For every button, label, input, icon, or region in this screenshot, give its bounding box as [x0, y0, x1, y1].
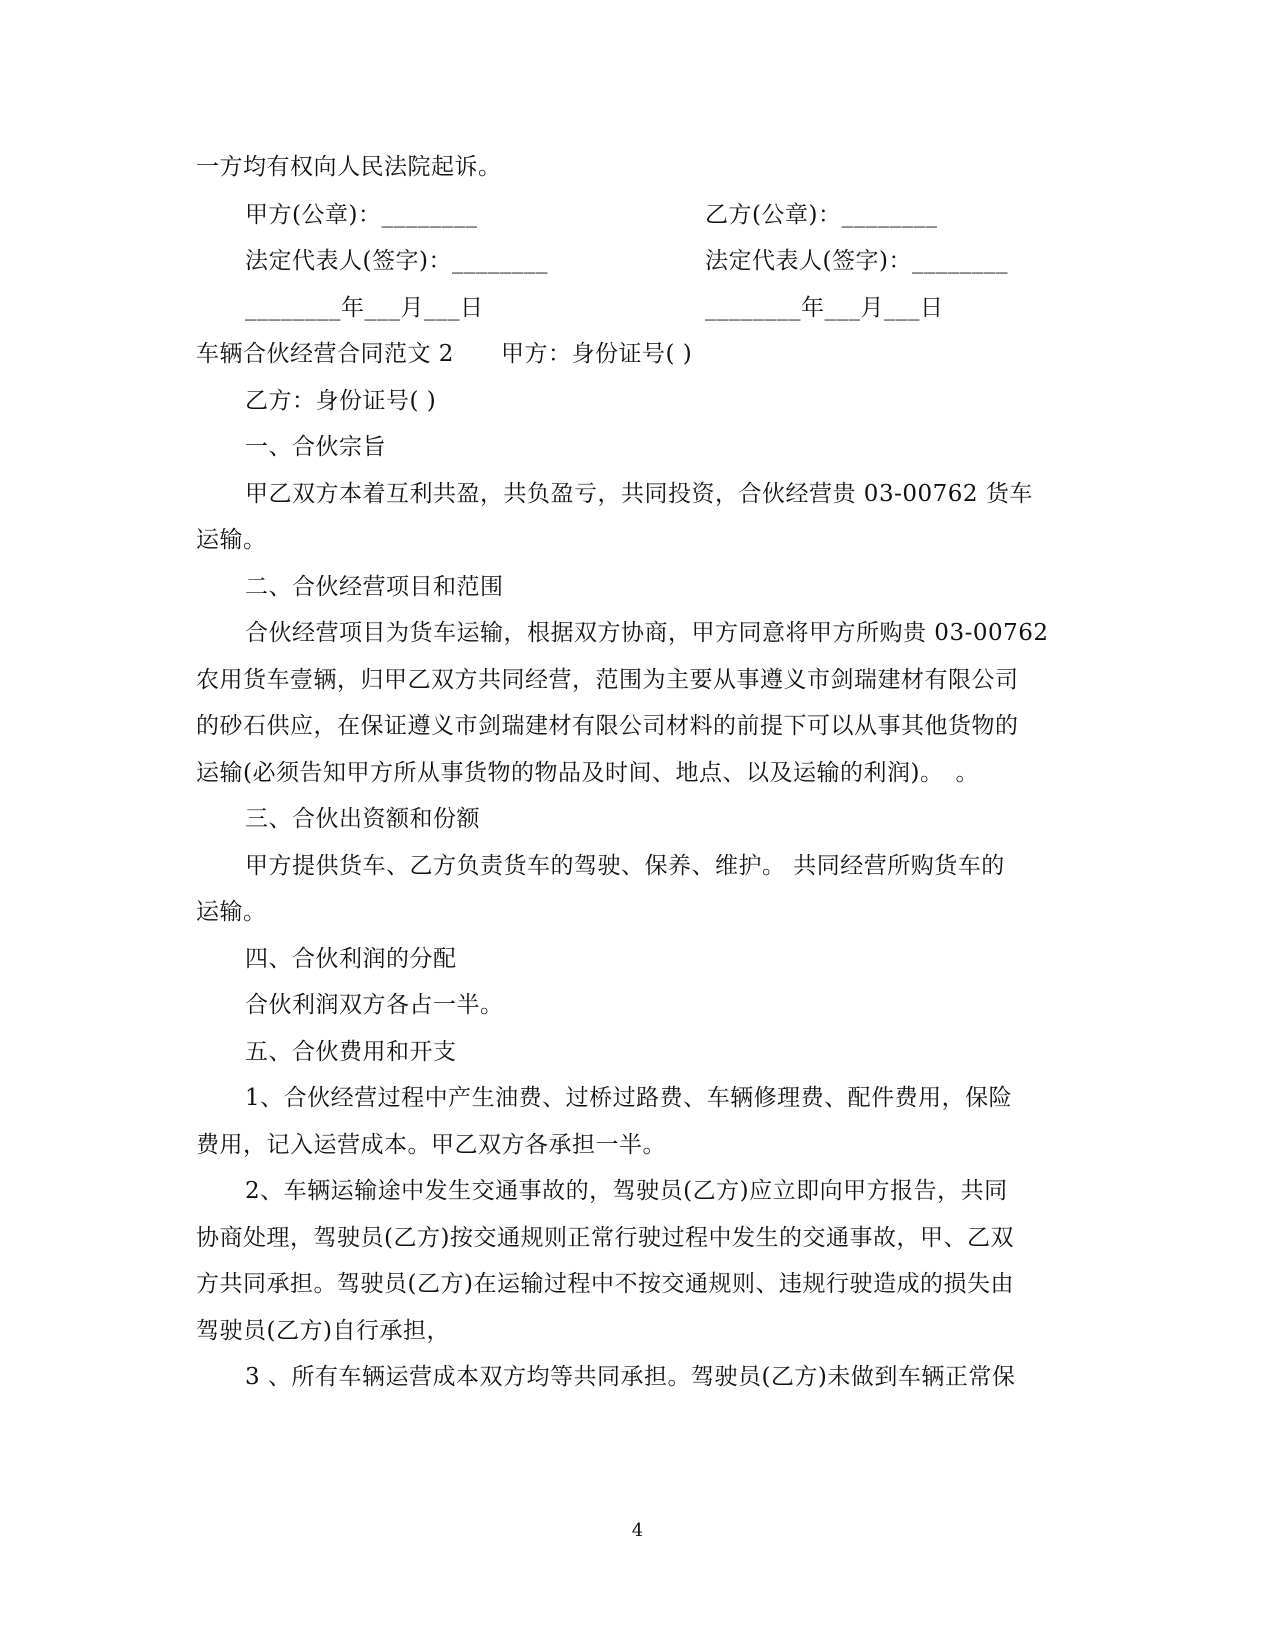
text-line: 一方均有权向人民法院起诉。 — [196, 154, 502, 180]
text-line: 农用货车壹辆，归甲乙双方共同经营，范围为主要从事遵义市剑瑞建材有限公司 — [196, 667, 1019, 693]
text-line: 乙方：身份证号( ) — [245, 388, 437, 414]
text-line: 运输。 — [196, 527, 267, 553]
section-heading: 五、合伙费用和开支 — [245, 1039, 457, 1065]
text-line: 2、车辆运输途中发生交通事故的，驾驶员(乙方)应立即向甲方报告，共同 — [245, 1178, 1008, 1204]
text-line: 费用，记入运营成本。甲乙双方各承担一半。 — [196, 1132, 666, 1158]
page-number: 4 — [631, 1520, 644, 1541]
contract-title: 车辆合伙经营合同范文 2 甲方：身份证号( ) — [196, 341, 693, 367]
text-line: 协商处理，驾驶员(乙方)按交通规则正常行驶过程中发生的交通事故，甲、乙双 — [196, 1225, 1014, 1251]
section-heading: 一、合伙宗旨 — [245, 434, 386, 460]
text-line: 3 、所有车辆运营成本双方均等共同承担。驾驶员(乙方)未做到车辆正常保 — [245, 1364, 1016, 1390]
party-b-seal-line: 乙方(公章)：________ — [705, 202, 938, 228]
text-line: 方共同承担。驾驶员(乙方)在运输过程中不按交通规则、违规行驶造成的损失由 — [196, 1271, 1014, 1297]
text-line: 的砂石供应，在保证遵义市剑瑞建材有限公司材料的前提下可以从事其他货物的 — [196, 713, 1019, 739]
party-a-date-line: ________年___月___日 — [245, 295, 484, 321]
text-line: 1、合伙经营过程中产生油费、过桥过路费、车辆修理费、配件费用，保险 — [245, 1085, 1013, 1111]
text-line: 甲乙双方本着互利共盈，共负盈亏，共同投资，合伙经营贵 03-00762 货车 — [245, 481, 1033, 507]
party-a-seal-line: 甲方(公章)：________ — [245, 202, 478, 228]
text-line: 合伙利润双方各占一半。 — [245, 992, 504, 1018]
text-line: 合伙经营项目为货车运输，根据双方协商，甲方同意将甲方所购贵 03-00762 — [245, 620, 1049, 646]
text-line: 驾驶员(乙方)自行承担， — [196, 1318, 450, 1344]
party-a-representative-line: 法定代表人(签字)：________ — [245, 248, 548, 274]
party-b-representative-line: 法定代表人(签字)：________ — [705, 248, 1008, 274]
text-line: 运输。 — [196, 899, 267, 925]
text-line: 运输(必须告知甲方所从事货物的物品及时间、地点、以及运输的利润)。 。 — [196, 760, 979, 786]
section-heading: 二、合伙经营项目和范围 — [245, 574, 504, 600]
text-line: 甲方提供货车、乙方负责货车的驾驶、保养、维护。 共同经营所购货车的 — [245, 853, 1005, 879]
party-b-date-line: ________年___月___日 — [705, 295, 944, 321]
section-heading: 三、合伙出资额和份额 — [245, 806, 480, 832]
section-heading: 四、合伙利润的分配 — [245, 946, 457, 972]
